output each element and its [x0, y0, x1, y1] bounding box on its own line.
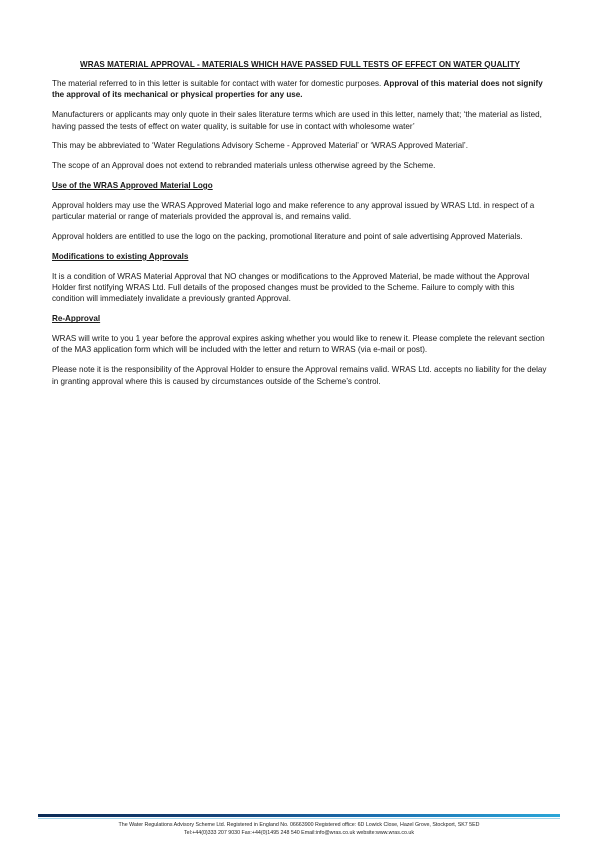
paragraph-modifications: It is a condition of WRAS Material Approval that NO changes or modifications to the Approved Material, be made without the Approval Holder first notifying WRAS Ltd. Full details of the proposed changes must be provided to the Scheme. Failure to comply with this condition will immediately invalidate a previously granted Approval.	[52, 271, 530, 304]
paragraph-reapproval-renewal: WRAS will write to you 1 year before the approval expires asking whether you would like to renew it. Please complete the relevant section of the MA3 application form which will be included with the letter and return to WRAS (via e-mail or post).	[52, 334, 545, 355]
paragraph-abbreviation: This may be abbreviated to ‘Water Regulations Advisory Scheme - Approved Material’ or ‘WRAS Approved Material’.	[52, 141, 468, 151]
page-footer	[38, 822, 560, 837]
paragraph-sales-literature: Manufacturers or applicants may only quote in their sales literature terms which are used in this letter, namely that; ‘the material as listed, having passed the tests of effect on water quality, is suitable for use in contact with wholesome water’	[52, 110, 542, 131]
paragraph-logo-use: Approval holders may use the WRAS Approved Material logo and make reference to any approval issued by WRAS Ltd. in respect of a particular material or range of materials provided the approval is, and remains valid.	[52, 200, 535, 222]
intro-paragraph	[52, 78, 548, 101]
intro-text: The material referred to in this letter is suitable for contact with water for domestic purposes.	[52, 79, 384, 88]
document-title: WRAS MATERIAL APPROVAL - MATERIALS WHICH HAVE PASSED FULL TESTS OF EFFECT ON WATER QUALITY	[80, 60, 520, 69]
section-heading-logo: Use of the WRAS Approved Material Logo	[52, 181, 213, 190]
footer-divider-accent	[38, 818, 560, 819]
paragraph-reapproval-responsibility: Please note it is the responsibility of the Approval Holder to ensure the Approval remains valid. WRAS Ltd. accepts no liability for the delay in granting approval where this is caused by circumstances outside of the Scheme’s control.	[52, 365, 547, 386]
paragraph-scope: The scope of an Approval does not extend to rebranded materials unless otherwise agreed by the Scheme.	[52, 161, 436, 171]
intro-bold-text: Approval of this material does not signify the approval of its mechanical or physical properties for any use.	[52, 79, 543, 100]
footer-contact-line: Tel:+44(0)333 207 9030 Fax:+44(0)1495 248 540 Email:info@wras.co.uk website:www.wras.co.uk	[183, 829, 415, 836]
footer-registration-line: The Water Regulations Advisory Scheme Ltd. Registered in England No. 06663900 Registered office: 6D Lowick Close, Hazel Grove, Stockport, SK7 5ED	[118, 822, 480, 828]
footer-divider	[38, 814, 560, 817]
section-heading-reapproval: Re-Approval	[52, 314, 101, 324]
document-body	[52, 60, 548, 395]
section-heading-modifications: Modifications to existing Approvals	[52, 251, 189, 261]
paragraph-logo-entitlement: Approval holders are entitled to use the logo on the packing, promotional literature and point of sale advertising Approved Materials.	[52, 232, 523, 241]
